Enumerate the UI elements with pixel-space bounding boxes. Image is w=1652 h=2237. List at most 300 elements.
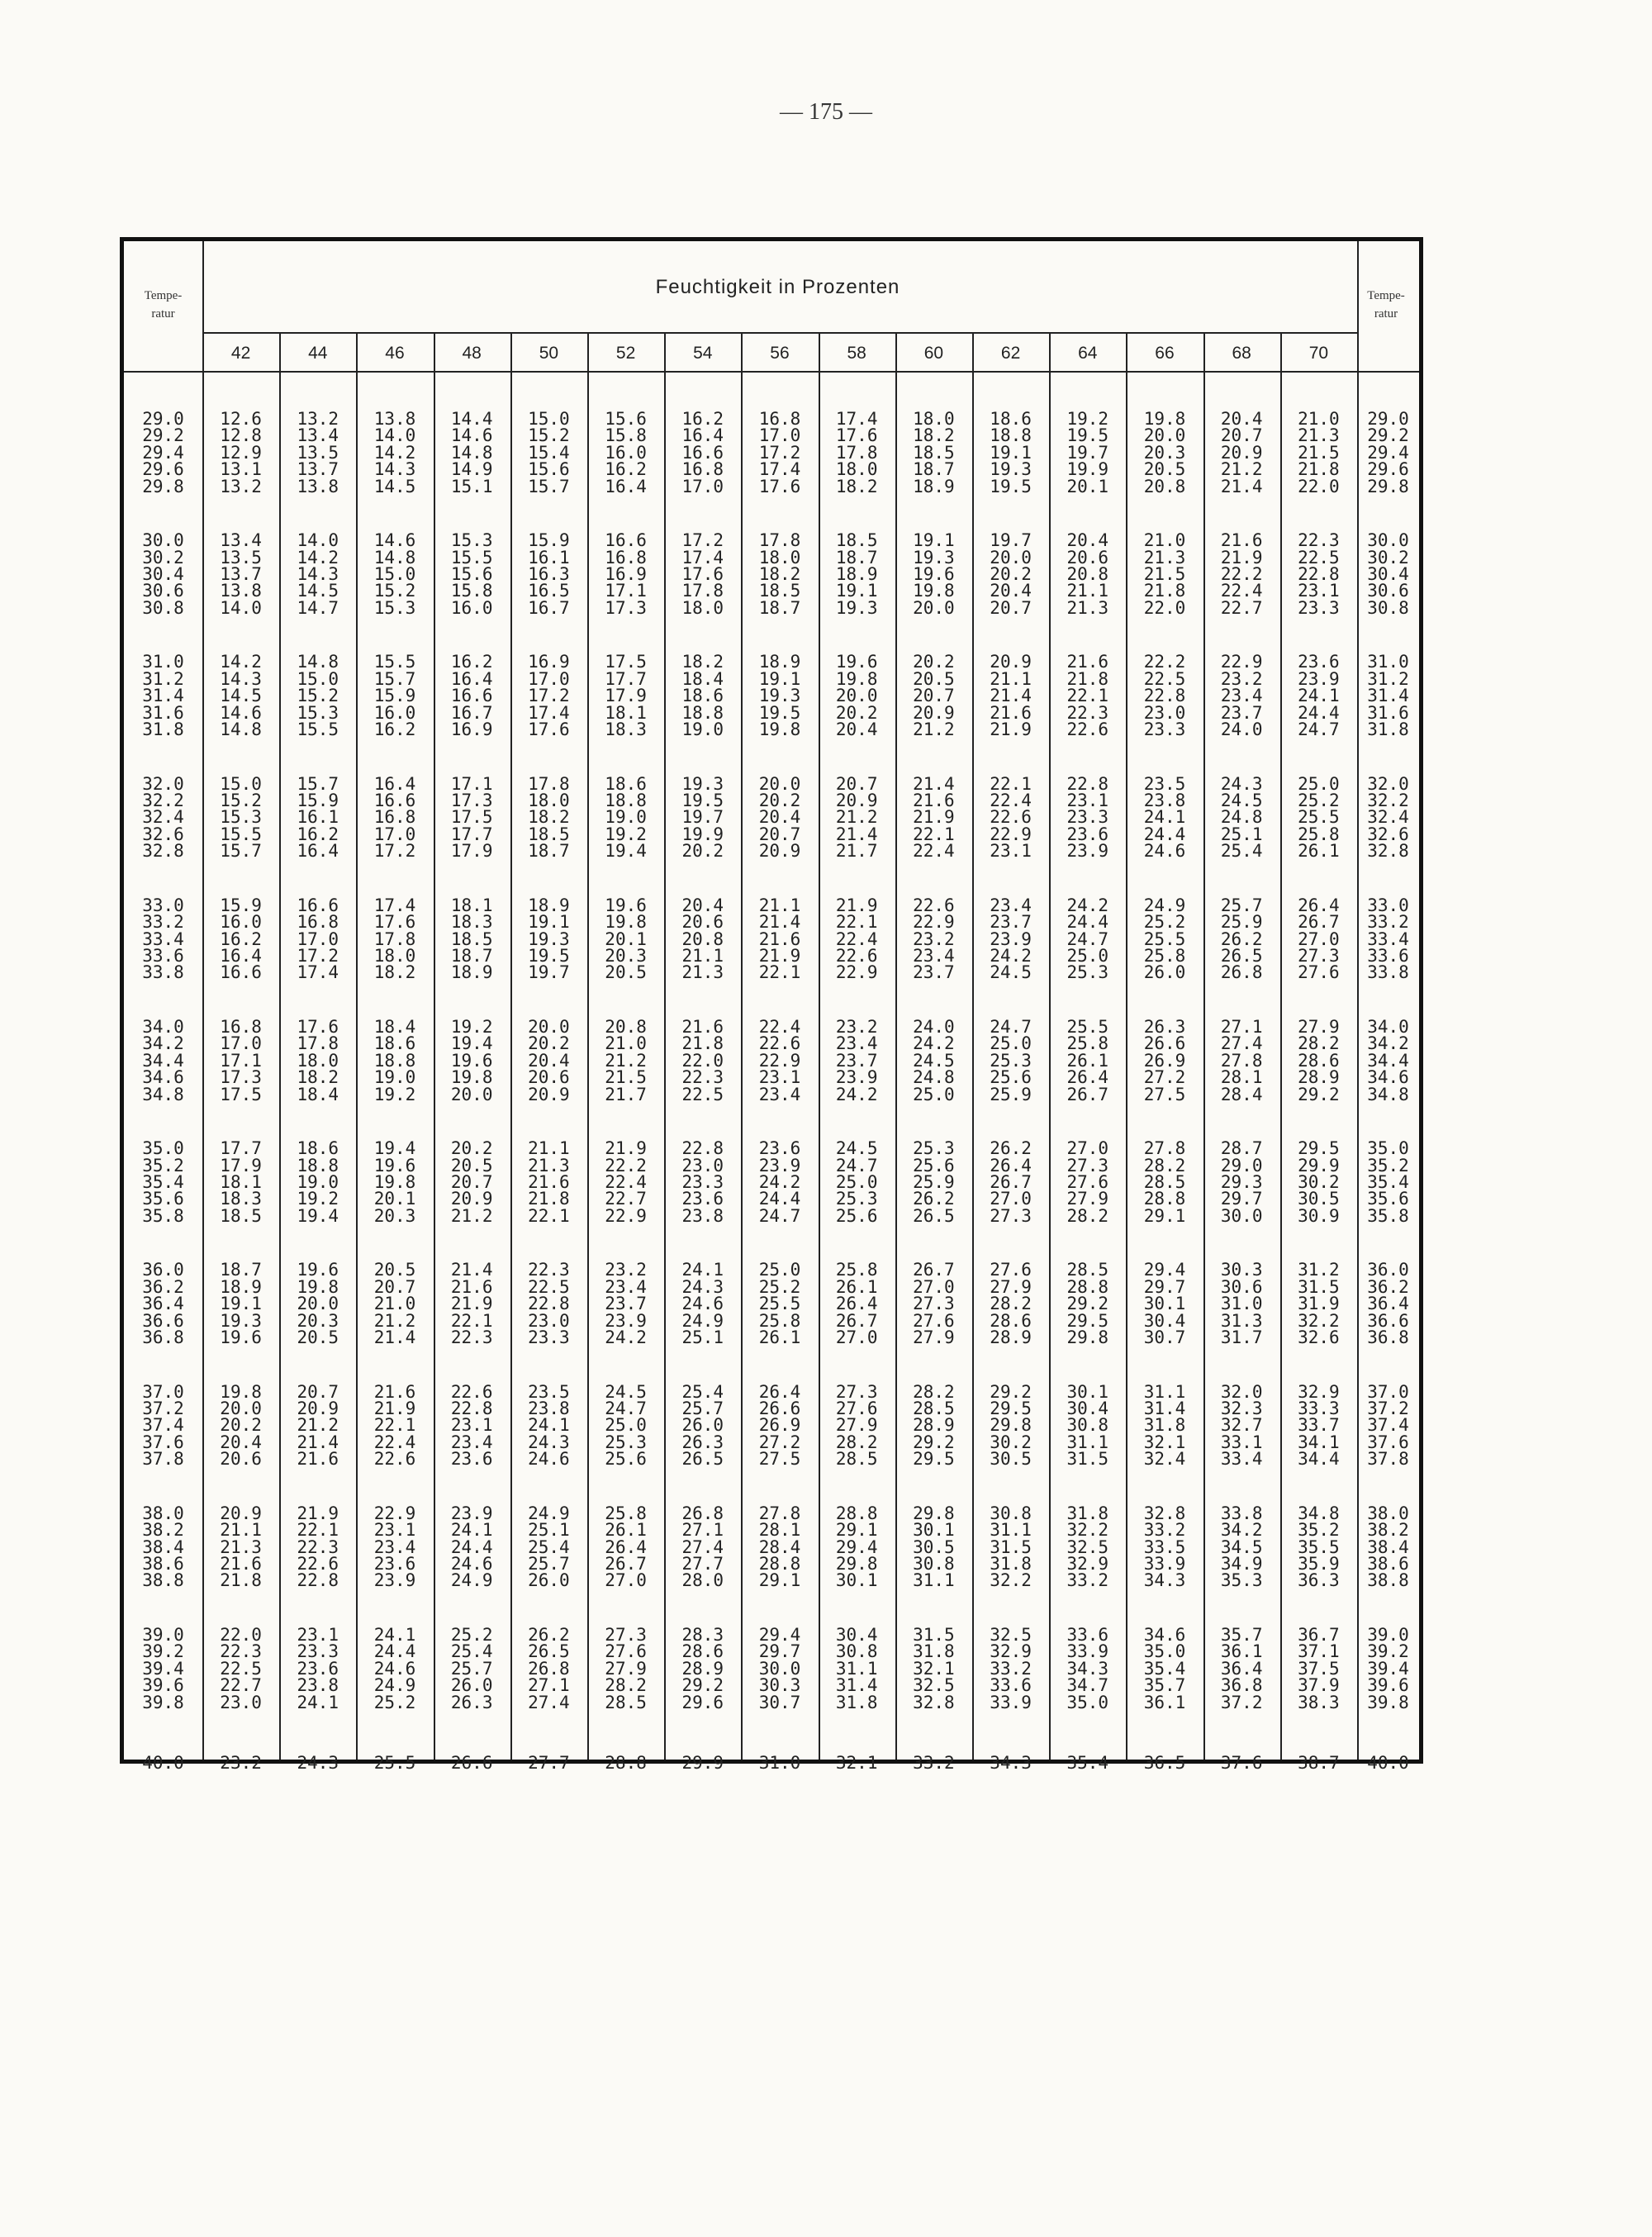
table-cell: 22.8 xyxy=(681,1138,724,1159)
table-cell: 24.4 xyxy=(1298,702,1340,723)
table-cell: 20.1 xyxy=(1066,476,1109,496)
temperature-label: 35.8 xyxy=(142,1205,184,1226)
table-cell: 30.7 xyxy=(1143,1327,1186,1347)
table-cell: 22.9 xyxy=(1220,652,1263,672)
table-cell: 21.4 xyxy=(758,912,801,933)
table-cell: 16.5 xyxy=(528,581,570,601)
table-cell: 33.6 xyxy=(990,1675,1032,1696)
table-cell: 16.8 xyxy=(220,1017,262,1037)
table-cell: 22.6 xyxy=(758,1033,801,1054)
table-cell: 17.8 xyxy=(758,530,801,551)
table-cell: 20.8 xyxy=(681,929,724,949)
table-cell: 19.5 xyxy=(758,702,801,723)
table-cell: 33.3 xyxy=(1298,1399,1340,1418)
table-cell: 23.0 xyxy=(1143,702,1186,723)
table-cell: 13.2 xyxy=(220,476,262,496)
temperature-label: 38.6 xyxy=(142,1554,184,1574)
table-cell: 25.6 xyxy=(605,1449,647,1470)
table-cell: 19.5 xyxy=(990,476,1032,496)
table-cell: 27.2 xyxy=(758,1432,801,1452)
table-cell: 16.2 xyxy=(450,652,493,672)
table-cell: 22.6 xyxy=(835,946,878,966)
temperature-label: 33.0 xyxy=(142,895,184,915)
table-cell: 29.6 xyxy=(681,1692,724,1712)
table-cell: 28.7 xyxy=(1220,1138,1263,1159)
table-cell: 29.1 xyxy=(758,1570,801,1591)
table-cell: 16.6 xyxy=(373,791,416,810)
table-cell: 24.2 xyxy=(913,1033,955,1054)
table-cell: 20.2 xyxy=(758,791,801,810)
temperature-label: 38.2 xyxy=(1367,1520,1409,1541)
table-cell: 16.0 xyxy=(373,702,416,723)
table-cell: 22.4 xyxy=(758,1017,801,1037)
table-cell: 18.9 xyxy=(450,962,493,983)
table-cell: 21.8 xyxy=(528,1189,570,1209)
table-cell: 33.6 xyxy=(1066,1625,1109,1645)
table-cell: 34.2 xyxy=(1220,1520,1263,1541)
table-cell: 23.6 xyxy=(1066,824,1109,844)
table-cell: 25.8 xyxy=(758,1310,801,1331)
table-cell: 34.4 xyxy=(1298,1449,1340,1470)
table-cell: 16.2 xyxy=(605,459,647,480)
table-cell: 25.6 xyxy=(835,1205,878,1226)
table-cell: 28.2 xyxy=(835,1432,878,1452)
table-cell: 24.3 xyxy=(528,1432,570,1452)
table-cell: 21.6 xyxy=(528,1172,570,1192)
table-cell: 17.2 xyxy=(373,841,416,862)
table-cell: 35.5 xyxy=(1298,1536,1340,1557)
table-cell: 19.4 xyxy=(605,841,647,862)
table-cell: 21.9 xyxy=(913,807,955,828)
table-cell: 22.1 xyxy=(758,962,801,983)
table-cell: 20.5 xyxy=(373,1260,416,1280)
table-cell: 12.6 xyxy=(220,409,262,429)
table-cell: 17.5 xyxy=(450,807,493,828)
table-cell: 31.7 xyxy=(1220,1327,1263,1347)
table-cell: 21.6 xyxy=(758,929,801,949)
table-cell: 17.6 xyxy=(681,564,724,584)
table-cell: 31.1 xyxy=(1143,1381,1186,1402)
temperature-label: 29.0 xyxy=(142,409,184,429)
table-cell: 15.2 xyxy=(373,581,416,601)
table-cell: 20.5 xyxy=(297,1327,339,1347)
table-cell: 13.4 xyxy=(220,530,262,551)
table-cell: 21.2 xyxy=(605,1050,647,1071)
temperature-label: 35.2 xyxy=(142,1155,184,1175)
table-cell: 31.1 xyxy=(1066,1432,1109,1452)
table-cell: 28.9 xyxy=(681,1658,724,1679)
table-cell: 20.1 xyxy=(373,1189,416,1209)
table-cell: 34.6 xyxy=(1143,1625,1186,1645)
table-cell: 25.3 xyxy=(1066,962,1109,983)
table-cell: 21.8 xyxy=(1143,581,1186,601)
table-cell: 24.6 xyxy=(450,1554,493,1574)
table-cell: 27.6 xyxy=(605,1641,647,1662)
table-cell: 20.2 xyxy=(835,702,878,723)
table-cell: 23.9 xyxy=(450,1503,493,1523)
table-cell: 14.3 xyxy=(373,459,416,480)
temperature-label: 31.0 xyxy=(1367,652,1409,672)
table-cell: 25.5 xyxy=(758,1294,801,1314)
table-cell: 19.6 xyxy=(373,1155,416,1175)
table-cell: 28.8 xyxy=(1066,1276,1109,1297)
temperature-label: 31.8 xyxy=(1367,720,1409,739)
table-cell: 15.9 xyxy=(297,791,339,810)
table-cell: 21.6 xyxy=(1220,530,1263,551)
table-cell: 25.0 xyxy=(1298,773,1340,794)
table-cell: 21.1 xyxy=(1066,581,1109,601)
column-header: 70 xyxy=(1308,344,1329,363)
table-cell: 32.8 xyxy=(1143,1503,1186,1523)
table-cell: 20.0 xyxy=(220,1399,262,1418)
table-cell: 19.1 xyxy=(528,912,570,933)
table-cell: 25.0 xyxy=(605,1415,647,1436)
table-cell: 18.2 xyxy=(913,425,955,446)
table-cell: 24.6 xyxy=(528,1449,570,1470)
table-cell: 20.0 xyxy=(528,1017,570,1037)
table-cell: 16.0 xyxy=(220,912,262,933)
table-cell: 25.4 xyxy=(1220,841,1263,862)
table-cell: 19.0 xyxy=(681,720,724,739)
temperature-label: 32.2 xyxy=(1367,791,1409,810)
temperature-label: 31.8 xyxy=(142,720,184,739)
table-cell: 19.8 xyxy=(373,1172,416,1192)
table-cell: 24.4 xyxy=(758,1189,801,1209)
table-cell: 24.9 xyxy=(528,1503,570,1523)
table-cell: 30.7 xyxy=(758,1692,801,1712)
table-cell: 26.2 xyxy=(1220,929,1263,949)
table-cell: 23.1 xyxy=(297,1625,339,1645)
table-cell: 17.9 xyxy=(220,1155,262,1175)
temperature-label: 36.2 xyxy=(1367,1276,1409,1297)
temperature-label: 33.2 xyxy=(142,912,184,933)
table-cell: 23.9 xyxy=(373,1570,416,1591)
table-cell: 18.7 xyxy=(758,597,801,618)
table-cell: 29.2 xyxy=(1298,1084,1340,1104)
table-cell: 23.4 xyxy=(913,946,955,966)
table-cell: 27.6 xyxy=(835,1399,878,1418)
table-cell: 13.8 xyxy=(373,409,416,429)
table-cell: 16.7 xyxy=(528,597,570,618)
table-cell: 24.3 xyxy=(297,1753,339,1774)
table-cell: 15.6 xyxy=(450,564,493,584)
table-cell: 24.1 xyxy=(450,1520,493,1541)
table-cell: 16.4 xyxy=(220,946,262,966)
table-cell: 22.3 xyxy=(1298,530,1340,551)
table-cell: 20.6 xyxy=(1066,547,1109,568)
table-cell: 32.9 xyxy=(990,1641,1032,1662)
table-cell: 15.5 xyxy=(450,547,493,568)
table-cell: 31.0 xyxy=(1220,1294,1263,1314)
temperature-label: 33.4 xyxy=(142,929,184,949)
table-cell: 28.5 xyxy=(835,1449,878,1470)
table-cell: 30.4 xyxy=(1143,1310,1186,1331)
table-cell: 18.9 xyxy=(528,895,570,915)
table-cell: 26.5 xyxy=(681,1449,724,1470)
temperature-label: 39.6 xyxy=(142,1675,184,1696)
table-cell: 30.9 xyxy=(1298,1205,1340,1226)
temperature-label: 34.2 xyxy=(142,1033,184,1054)
table-cell: 31.8 xyxy=(835,1692,878,1712)
table-cell: 23.8 xyxy=(528,1399,570,1418)
temperature-label: 34.6 xyxy=(1367,1067,1409,1088)
table-cell: 26.4 xyxy=(835,1294,878,1314)
table-cell: 24.3 xyxy=(681,1276,724,1297)
table-cell: 18.0 xyxy=(835,459,878,480)
table-cell: 19.7 xyxy=(990,530,1032,551)
table-cell: 26.2 xyxy=(990,1138,1032,1159)
temperature-label: 32.2 xyxy=(142,791,184,810)
table-cell: 33.9 xyxy=(1066,1641,1109,1662)
table-cell: 16.6 xyxy=(450,686,493,706)
table-cell: 17.5 xyxy=(220,1084,262,1104)
table-cell: 29.5 xyxy=(1066,1310,1109,1331)
table-cell: 22.9 xyxy=(758,1050,801,1071)
table-cell: 28.2 xyxy=(605,1675,647,1696)
table-cell: 22.1 xyxy=(373,1415,416,1436)
table-cell: 32.2 xyxy=(990,1570,1032,1591)
table-cell: 20.3 xyxy=(605,946,647,966)
table-cell: 14.8 xyxy=(297,652,339,672)
table-cell: 17.1 xyxy=(220,1050,262,1071)
temperature-label: 33.2 xyxy=(1367,912,1409,933)
table-cell: 28.5 xyxy=(913,1399,955,1418)
table-cell: 35.7 xyxy=(1220,1625,1263,1645)
table-cell: 22.0 xyxy=(1298,476,1340,496)
table-cell: 31.9 xyxy=(1298,1294,1340,1314)
table-cell: 35.4 xyxy=(1143,1658,1186,1679)
table-cell: 31.2 xyxy=(1298,1260,1340,1280)
table-cell: 18.9 xyxy=(913,476,955,496)
table-cell: 18.0 xyxy=(913,409,955,429)
table-cell: 21.9 xyxy=(373,1399,416,1418)
table-cell: 16.6 xyxy=(681,442,724,463)
table-cell: 20.9 xyxy=(450,1189,493,1209)
table-cell: 21.4 xyxy=(1220,476,1263,496)
table-cell: 19.1 xyxy=(758,668,801,689)
table-cell: 30.8 xyxy=(990,1503,1032,1523)
table-cell: 24.1 xyxy=(297,1692,339,1712)
table-cell: 16.8 xyxy=(297,912,339,933)
table-cell: 21.4 xyxy=(913,773,955,794)
table-cell: 19.6 xyxy=(913,564,955,584)
temperature-label: 37.0 xyxy=(1367,1381,1409,1402)
table-cell: 30.5 xyxy=(913,1536,955,1557)
temperature-label: 29.8 xyxy=(1367,476,1409,496)
temperature-label: 30.4 xyxy=(142,564,184,584)
table-cell: 20.7 xyxy=(297,1381,339,1402)
table-cell: 20.0 xyxy=(758,773,801,794)
table-cell: 19.2 xyxy=(297,1189,339,1209)
table-cell: 23.3 xyxy=(528,1327,570,1347)
temperature-label: 39.0 xyxy=(1367,1625,1409,1645)
table-cell: 27.0 xyxy=(605,1570,647,1591)
table-cell: 16.6 xyxy=(220,962,262,983)
table-cell: 20.0 xyxy=(1143,425,1186,446)
table-cell: 24.0 xyxy=(1220,720,1263,739)
table-cell: 23.4 xyxy=(450,1432,493,1452)
table-cell: 14.5 xyxy=(297,581,339,601)
table-cell: 31.1 xyxy=(835,1658,878,1679)
table-cell: 27.5 xyxy=(1143,1084,1186,1104)
table-cell: 18.4 xyxy=(373,1017,416,1037)
temperature-label: 29.0 xyxy=(1367,409,1409,429)
table-cell: 35.7 xyxy=(1143,1675,1186,1696)
table-cell: 14.0 xyxy=(297,530,339,551)
column-header: 58 xyxy=(847,344,866,363)
left-header xyxy=(124,287,202,323)
table-cell: 32.4 xyxy=(1143,1449,1186,1470)
table-cell: 37.5 xyxy=(1298,1658,1340,1679)
table-cell: 16.6 xyxy=(297,895,339,915)
table-cell: 30.8 xyxy=(913,1554,955,1574)
table-cell: 19.1 xyxy=(990,442,1032,463)
table-cell: 29.5 xyxy=(1298,1138,1340,1159)
table-cell: 31.1 xyxy=(990,1520,1032,1541)
table-cell: 23.0 xyxy=(220,1692,262,1712)
table-cell: 17.6 xyxy=(528,720,570,739)
table-cell: 20.6 xyxy=(220,1449,262,1470)
table-cell: 23.2 xyxy=(220,1753,262,1774)
table-cell: 25.8 xyxy=(1066,1033,1109,1054)
table-cell: 27.3 xyxy=(1066,1155,1109,1175)
table-cell: 25.5 xyxy=(1066,1017,1109,1037)
temperature-label: 37.4 xyxy=(1367,1415,1409,1436)
table-cell: 18.7 xyxy=(835,547,878,568)
table-cell: 21.4 xyxy=(835,824,878,844)
temperature-label: 38.4 xyxy=(1367,1536,1409,1557)
table-cell: 15.7 xyxy=(373,668,416,689)
table-cell: 21.0 xyxy=(605,1033,647,1054)
temperature-label: 36.2 xyxy=(142,1276,184,1297)
table-cell: 15.2 xyxy=(220,791,262,810)
table-cell: 33.2 xyxy=(1143,1520,1186,1541)
table-cell: 30.8 xyxy=(1066,1415,1109,1436)
table-cell: 20.4 xyxy=(835,720,878,739)
table-cell: 16.2 xyxy=(297,824,339,844)
table-cell: 27.8 xyxy=(758,1503,801,1523)
table-cell: 20.3 xyxy=(1143,442,1186,463)
table-cell: 23.6 xyxy=(450,1449,493,1470)
table-cell: 22.1 xyxy=(450,1310,493,1331)
table-cell: 17.4 xyxy=(758,459,801,480)
table-cell: 15.9 xyxy=(220,895,262,915)
temperature-label: 30.8 xyxy=(142,597,184,618)
table-cell: 23.4 xyxy=(835,1033,878,1054)
table-cell: 23.7 xyxy=(1220,702,1263,723)
table-cell: 24.9 xyxy=(1143,895,1186,915)
column-header: 46 xyxy=(385,344,405,363)
temperature-label: 34.8 xyxy=(142,1084,184,1104)
table-cell: 27.3 xyxy=(605,1625,647,1645)
table-cell: 15.6 xyxy=(528,459,570,480)
table-cell: 34.7 xyxy=(1066,1675,1109,1696)
table-cell: 26.7 xyxy=(990,1172,1032,1192)
table-cell: 17.8 xyxy=(297,1033,339,1054)
table-cell: 27.3 xyxy=(913,1294,955,1314)
table-cell: 28.8 xyxy=(835,1503,878,1523)
table-cell: 21.3 xyxy=(681,962,724,983)
table-cell: 30.1 xyxy=(913,1520,955,1541)
table-cell: 15.7 xyxy=(297,773,339,794)
table-cell: 13.1 xyxy=(220,459,262,480)
table-cell: 23.7 xyxy=(990,912,1032,933)
table-cell: 20.5 xyxy=(450,1155,493,1175)
table-cell: 27.4 xyxy=(1220,1033,1263,1054)
table-cell: 22.3 xyxy=(297,1536,339,1557)
table-cell: 22.8 xyxy=(297,1570,339,1591)
table-cell: 23.7 xyxy=(913,962,955,983)
table-cell: 17.9 xyxy=(605,686,647,706)
table-cell: 22.4 xyxy=(913,841,955,862)
temperature-label: 34.0 xyxy=(1367,1017,1409,1037)
table-cell: 19.5 xyxy=(528,946,570,966)
table-cell: 26.2 xyxy=(913,1189,955,1209)
table-cell: 23.9 xyxy=(835,1067,878,1088)
table-cell: 22.9 xyxy=(605,1205,647,1226)
table-cell: 22.4 xyxy=(835,929,878,949)
table-cell: 24.2 xyxy=(605,1327,647,1347)
table-cell: 23.6 xyxy=(373,1554,416,1574)
table-cell: 22.4 xyxy=(373,1432,416,1452)
table-cell: 27.9 xyxy=(1298,1017,1340,1037)
table-cell: 24.2 xyxy=(1066,895,1109,915)
table-cell: 20.4 xyxy=(220,1432,262,1452)
table-cell: 20.2 xyxy=(990,564,1032,584)
table-cell: 30.3 xyxy=(758,1675,801,1696)
table-cell: 20.7 xyxy=(758,824,801,844)
table-cell: 28.6 xyxy=(990,1310,1032,1331)
table-cell: 22.7 xyxy=(220,1675,262,1696)
table-cell: 20.7 xyxy=(990,597,1032,618)
temperature-label: 35.0 xyxy=(1367,1138,1409,1159)
table-cell: 21.2 xyxy=(835,807,878,828)
table-cell: 23.3 xyxy=(1066,807,1109,828)
table-cell: 23.9 xyxy=(605,1310,647,1331)
table-cell: 18.4 xyxy=(681,668,724,689)
table-cell: 26.9 xyxy=(1143,1050,1186,1071)
table-cell: 19.3 xyxy=(528,929,570,949)
table-cell: 32.1 xyxy=(1143,1432,1186,1452)
table-cell: 22.8 xyxy=(1298,564,1340,584)
table-cell: 25.1 xyxy=(681,1327,724,1347)
column-header: 50 xyxy=(539,344,559,363)
temperature-label: 29.4 xyxy=(1367,442,1409,463)
table-cell: 23.8 xyxy=(1143,791,1186,810)
table-cell: 24.1 xyxy=(681,1260,724,1280)
table-cell: 17.8 xyxy=(528,773,570,794)
table-cell: 32.2 xyxy=(1298,1310,1340,1331)
table-cell: 25.8 xyxy=(605,1503,647,1523)
table-cell: 18.6 xyxy=(990,409,1032,429)
table-cell: 26.8 xyxy=(681,1503,724,1523)
table-cell: 22.6 xyxy=(913,895,955,915)
table-cell: 22.5 xyxy=(220,1658,262,1679)
table-cell: 15.8 xyxy=(450,581,493,601)
table-cell: 20.9 xyxy=(528,1084,570,1104)
column-header: 66 xyxy=(1155,344,1175,363)
table-cell: 27.7 xyxy=(528,1753,570,1774)
table-cell: 26.4 xyxy=(605,1536,647,1557)
table-cell: 21.8 xyxy=(1298,459,1340,480)
table-cell: 36.4 xyxy=(1220,1658,1263,1679)
table-cell: 33.2 xyxy=(913,1753,955,1774)
column-header: 56 xyxy=(770,344,790,363)
table-cell: 17.8 xyxy=(681,581,724,601)
table-cell: 14.6 xyxy=(450,425,493,446)
table-cell: 30.1 xyxy=(1066,1381,1109,1402)
table-cell: 18.0 xyxy=(297,1050,339,1071)
